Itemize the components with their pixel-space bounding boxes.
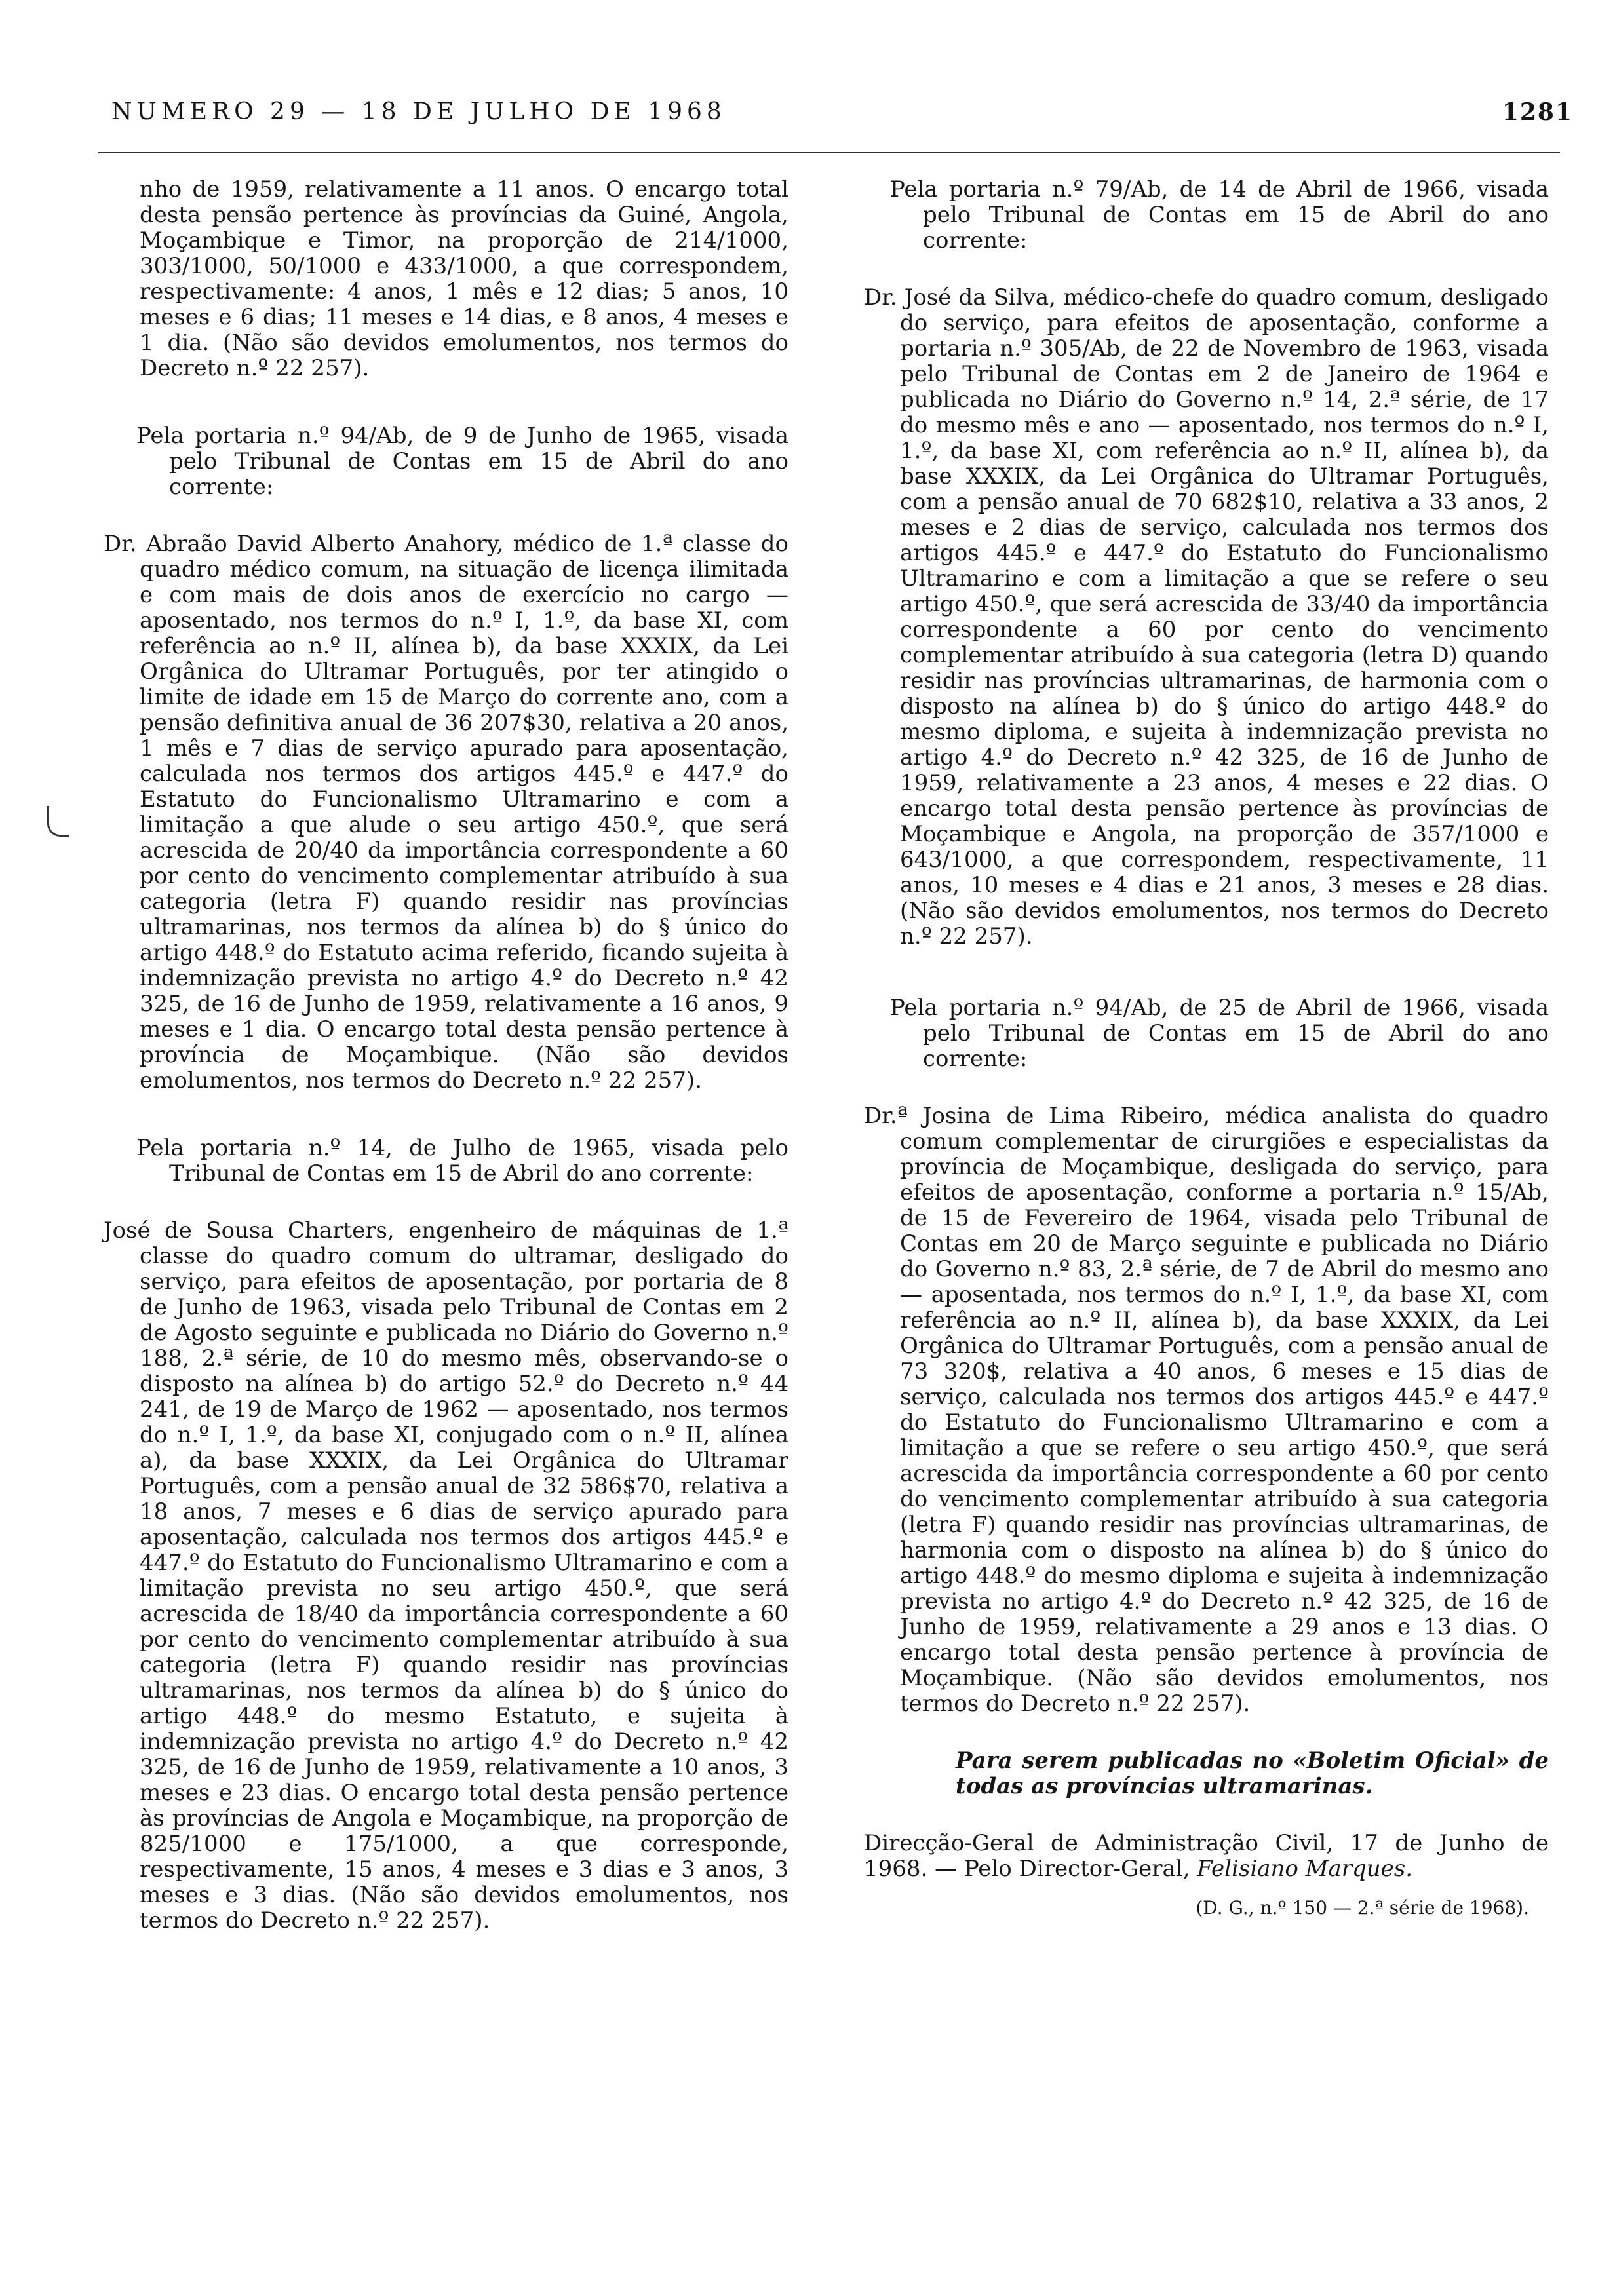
right-column: [864, 177, 1549, 1921]
header-rule: [98, 152, 1560, 153]
signature-block: [864, 1831, 1549, 1882]
portaria-heading-79-1966: Pela portaria n.º 79/Ab, de 14 de Abril de 1966, visada pelo Tribunal de Contas em 15 de Abril do ano corrente:: [890, 176, 1549, 254]
portaria-heading-94-1965: Pela portaria n.º 94/Ab, de 9 de Junho de 1965, visada pelo Tribunal de Contas em 15 de Abril do ano corrente:: [136, 423, 788, 500]
portaria-heading-94-1966: Pela portaria n.º 94/Ab, de 25 de Abril de 1966, visada pelo Tribunal de Contas em 15 de Abril do ano corrente:: [890, 995, 1549, 1072]
continued-paragraph: nho de 1959, relativamente a 11 anos. O encargo total desta pensão pertence às províncias da Guiné, Angola, Moçambique e Timor, na proporção de 214/1000, 303/1000, 50/1000 e 433/1000, a que correspondem, respectivamente: 4 anos, 1 mês e 12 dias; 5 anos, 10 meses e 6 dias; 11 meses e 14 dias, e 8 anos, 4 meses e 1 dia. (Não são devidos emolumentos, nos termos do Decreto n.º 22 257).: [140, 176, 788, 381]
page-header: [111, 98, 1573, 138]
source-reference: (D. G., n.º 150 — 2.ª série de 1968).: [1196, 1897, 1529, 1919]
issue-title: NUMERO 29 — 18 DE JULHO DE 1968: [111, 98, 726, 125]
entry-charters: José de Sousa Charters, engenheiro de máquinas de 1.ª classe do quadro comum do ultramar, desligado do serviço, para efeitos de aposentação, por portaria de 8 de Junho de 1963, visada pelo Tribunal de Contas em 2 de Agosto seguinte e publicada no Diário do Governo n.º 188, 2.ª série, de 10 do mesmo mês, observando-se o disposto na alínea b) do artigo 52.º do Decreto n.º 44 241, de 19 de Março de 1962 — aposentado, nos termos do n.º I, 1.º, da base XI, conjugado com o n.º II, alínea a), da base XXXIX, da Lei Orgânica do Ultramar Português, com a pensão anual de 32 586$70, relativa a 18 anos, 7 meses e 6 dias de serviço apurado para aposentação, calculada nos termos dos artigos 445.º e 447.º do Estatuto do Funcionalismo Ultramarino e com a limitação prevista no seu artigo 450.º, que será acrescida de 18/40 da importância correspondente a 60 por cento do vencimento complementar atribuído à sua categoria (letra F) quando residir nas províncias ultramarinas, nos termos da alínea b) do § único do artigo 448.º do mesmo Estatuto, e sujeita à indemnização prevista no artigo 4.º do Decreto n.º 42 325, de 16 de Junho de 1959, relativamente a 10 anos, 3 meses e 23 dias. O encargo total desta pensão pertence às províncias de Angola e Moçambique, na proporção de 825/1000 e 175/1000, a que corresponde, respectivamente, 15 anos, 4 meses e 3 dias e 3 anos, 3 meses e 3 dias. (Não são devidos emolumentos, nos termos do Decreto n.º 22 257).: [104, 1217, 788, 1934]
signature-name: Felisiano Marques.: [1197, 1856, 1413, 1882]
page-number: 1281: [1502, 98, 1573, 126]
signature-intro: Direcção-Geral de Administração Civil, 17 de Junho de 1968. — Pelo Director-Geral,: [864, 1830, 1549, 1882]
entry-ribeiro: Dr.ª Josina de Lima Ribeiro, médica analista do quadro comum complementar de cirurgiões e especialistas da província de Moçambique, desligada do serviço, para efeitos de aposentação, conforme a portaria n.º 15/Ab, de 15 de Fevereiro de 1964, visada pelo Tribunal de Contas em 20 de Março seguinte e publicada no Diário do Governo n.º 83, 2.ª série, de 7 de Abril do mesmo ano — aposentada, nos termos do n.º I, 1.º, da base XI, com referência ao n.º II, alínea b), da base XXXIX, da Lei Orgânica do Ultramar Português, com a pensão anual de 73 320$, relativa a 40 anos, 6 meses e 15 dias de serviço, calculada nos termos dos artigos 445.º e 447.º do Estatuto do Funcionalismo Ultramarino e com a limitação a que se refere o seu artigo 450.º, que será acrescida da importância correspondente a 60 por cento do vencimento complementar atribuído à sua categoria (letra F) quando residir nas províncias ultramarinas, de harmonia com o disposto na alínea b) do § único do artigo 448.º do mesmo diploma e sujeita à indemnização prevista no artigo 4.º do Decreto n.º 42 325, de 16 de Junho de 1959, relativamente a 29 anos e 13 dias. O encargo total desta pensão pertence à província de Moçambique. (Não são devidos emolumentos, nos termos do Decreto n.º 22 257).: [864, 1103, 1549, 1717]
publication-note: Para serem publicadas no «Boletim Oficial» de todas as províncias ultramarinas.: [956, 1748, 1549, 1799]
portaria-heading-14-1965: Pela portaria n.º 14, de Julho de 1965, visada pelo Tribunal de Contas em 15 de Abril do ano corrente:: [136, 1135, 788, 1187]
margin-pencil-mark: [47, 806, 69, 837]
entry-silva: Dr. José da Silva, médico-chefe do quadro comum, desligado do serviço, para efeitos de aposentação, conforme a portaria n.º 305/Ab, de 22 de Novembro de 1963, visada pelo Tribunal de Contas em 2 de Janeiro de 1964 e publicada no Diário do Governo n.º 14, 2.ª série, de 17 do mesmo mês e ano — aposentado, nos termos do n.º I, 1.º, da base XI, com referência ao n.º II, alínea b), da base XXXIX, da Lei Orgânica do Ultramar Português, com a pensão anual de 70 682$10, relativa a 33 anos, 2 meses e 2 dias de serviço, calculada nos termos dos artigos 445.º e 447.º do Estatuto do Funcionalismo Ultramarino e com a limitação a que se refere o seu artigo 450.º, que será acrescida de 33/40 da importância correspondente a 60 por cento do vencimento complementar atribuído à sua categoria (letra D) quando residir nas províncias ultramarinas, de harmonia com o disposto na alínea b) do § único do artigo 448.º do mesmo diploma, e sujeita à indemnização prevista no artigo 4.º do Decreto n.º 42 325, de 16 de Junho de 1959, relativamente a 23 anos, 4 meses e 22 dias. O encargo total desta pensão pertence às províncias de Moçambique e Angola, na proporção de 357/1000 e 643/1000, a que correspondem, respectivamente, 11 anos, 10 meses e 4 dias e 21 anos, 3 meses e 28 dias. (Não são devidos emolumentos, nos termos do Decreto n.º 22 257).: [864, 284, 1549, 949]
entry-anahory: Dr. Abraão David Alberto Anahory, médico de 1.ª classe do quadro médico comum, na situação de licença ilimitada e com mais de dois anos de exercício no cargo — aposentado, nos termos do n.º I, 1.º, da base XI, com referência ao n.º II, alínea b), da base XXXIX, da Lei Orgânica do Ultramar Português, por ter atingido o limite de idade em 15 de Março do corrente ano, com a pensão definitiva anual de 36 207$30, relativa a 20 anos, 1 mês e 7 dias de serviço apurado para aposentação, calculada nos termos dos artigos 445.º e 447.º do Estatuto do Funcionalismo Ultramarino e com a limitação a que alude o seu artigo 450.º, que será acrescida de 20/40 da importância correspondente a 60 por cento do vencimento complementar atribuído à sua categoria (letra F) quando residir nas províncias ultramarinas, nos termos da alínea b) do § único do artigo 448.º do Estatuto acima referido, ficando sujeita à indemnização prevista no artigo 4.º do Decreto n.º 42 325, de 16 de Junho de 1959, relativamente a 16 anos, 9 meses e 1 dia. O encargo total desta pensão pertence à província de Moçambique. (Não são devidos emolumentos, nos termos do Decreto n.º 22 257).: [104, 531, 788, 1094]
left-column: [104, 177, 788, 1934]
